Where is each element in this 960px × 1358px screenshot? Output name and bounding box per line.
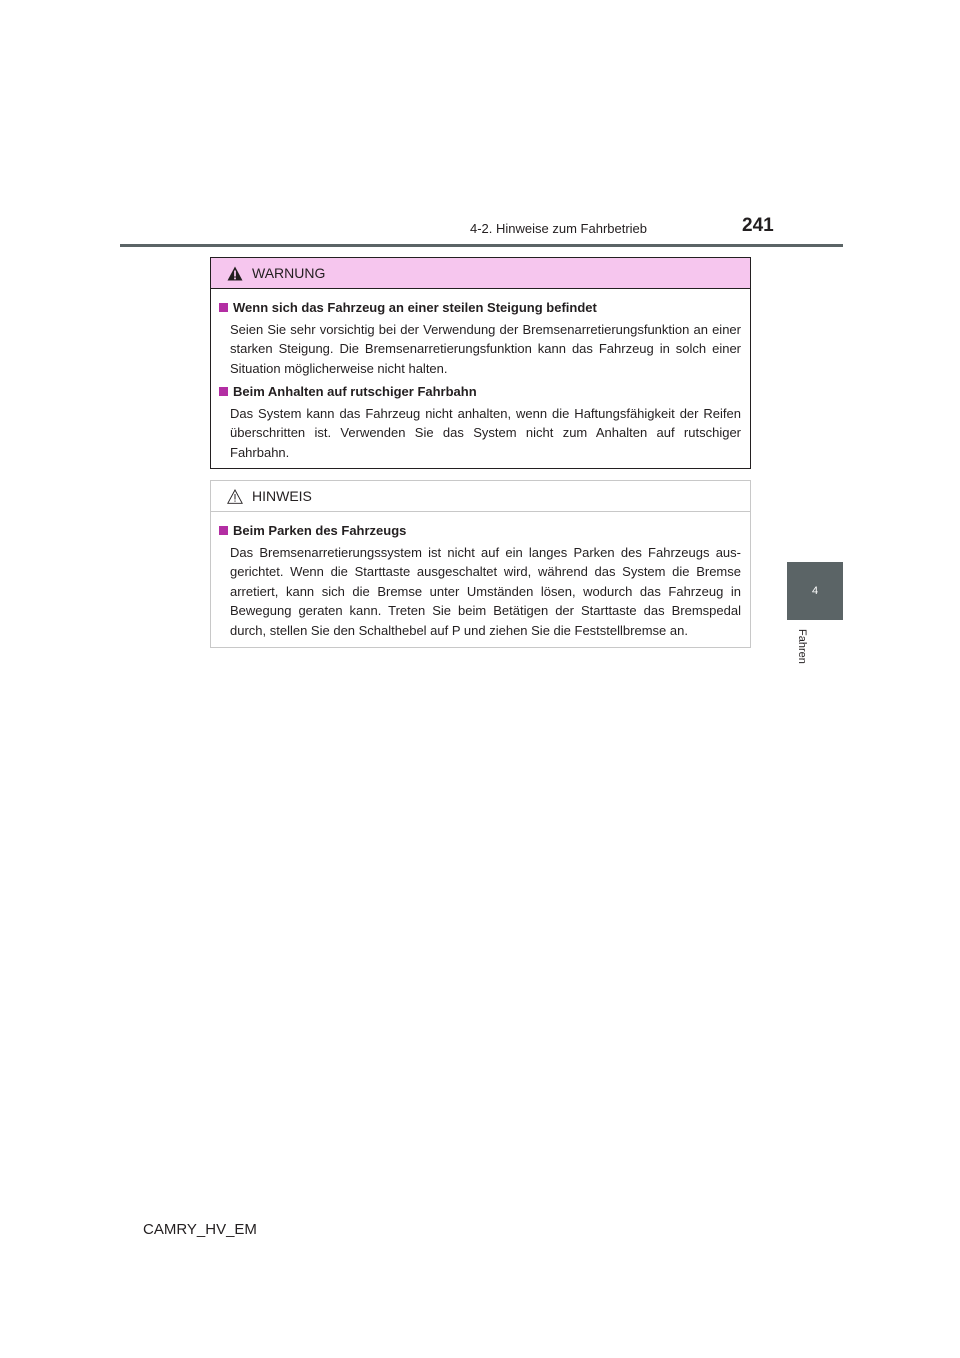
notice-item-title: Beim Parken des Fahrzeugs: [219, 521, 741, 541]
chapter-number: 4: [811, 585, 819, 597]
caution-triangle-icon: [227, 489, 243, 504]
warning-body: [211, 289, 750, 462]
warning-item-text: Seien Sie sehr vorsichtig bei der Verwendung der Bremsenarretierungsfunktion an einer starken Steigung. Die Bremsenarretierungsfunktion kann das Fahrzeug in solch einer Situation möglicherweise nicht halten.: [230, 321, 741, 376]
warning-triangle-icon: [227, 266, 243, 281]
notice-box: [210, 480, 751, 648]
square-bullet-icon: [219, 526, 228, 535]
notice-body: [211, 512, 750, 640]
warning-header: [211, 258, 750, 289]
footer-model-code: CAMRY_HV_EM: [143, 1221, 257, 1238]
notice-item-text: Das Bremsenarretierungssystem ist nicht auf ein langes Parken des Fahrzeugs ausgerichtet. Wenn die Starttaste ausgeschaltet wird, während das System die Bremse arretiert, kann sich die Bremse unter Umständen lösen, wodurch das Fahrzeug in Bewegung geraten kann. Treten Sie beim Betätigen der Starttaste das Bremspedal durch, stellen Sie den Schalthebel auf P und ziehen Sie die Feststellbremse an.: [230, 544, 741, 638]
notice-heading: HINWEIS: [252, 488, 312, 504]
header-rule: [120, 244, 843, 247]
notice-header: [211, 481, 750, 512]
warning-heading: WARNUNG: [252, 265, 326, 281]
warning-box: [210, 257, 751, 469]
page-number: 241: [742, 215, 774, 236]
chapter-label: Fahren: [796, 629, 808, 664]
section-title: 4-2. Hinweise zum Fahrbetrieb: [470, 221, 648, 236]
square-bullet-icon: [219, 303, 228, 312]
square-bullet-icon: [219, 387, 228, 396]
warning-item-title: Wenn sich das Fahrzeug an einer steilen Steigung befindet: [219, 298, 741, 318]
warning-item-title: Beim Anhalten auf rutschiger Fahrbahn: [219, 382, 741, 402]
chapter-tab: [787, 562, 843, 620]
warning-item-text: Das System kann das Fahrzeug nicht anhalten, wenn die Haftungsfähigkeit der Reifen überschritten ist. Verwenden Sie das System nicht zum Anhalten auf rutschiger Fahrbahn.: [230, 405, 741, 460]
